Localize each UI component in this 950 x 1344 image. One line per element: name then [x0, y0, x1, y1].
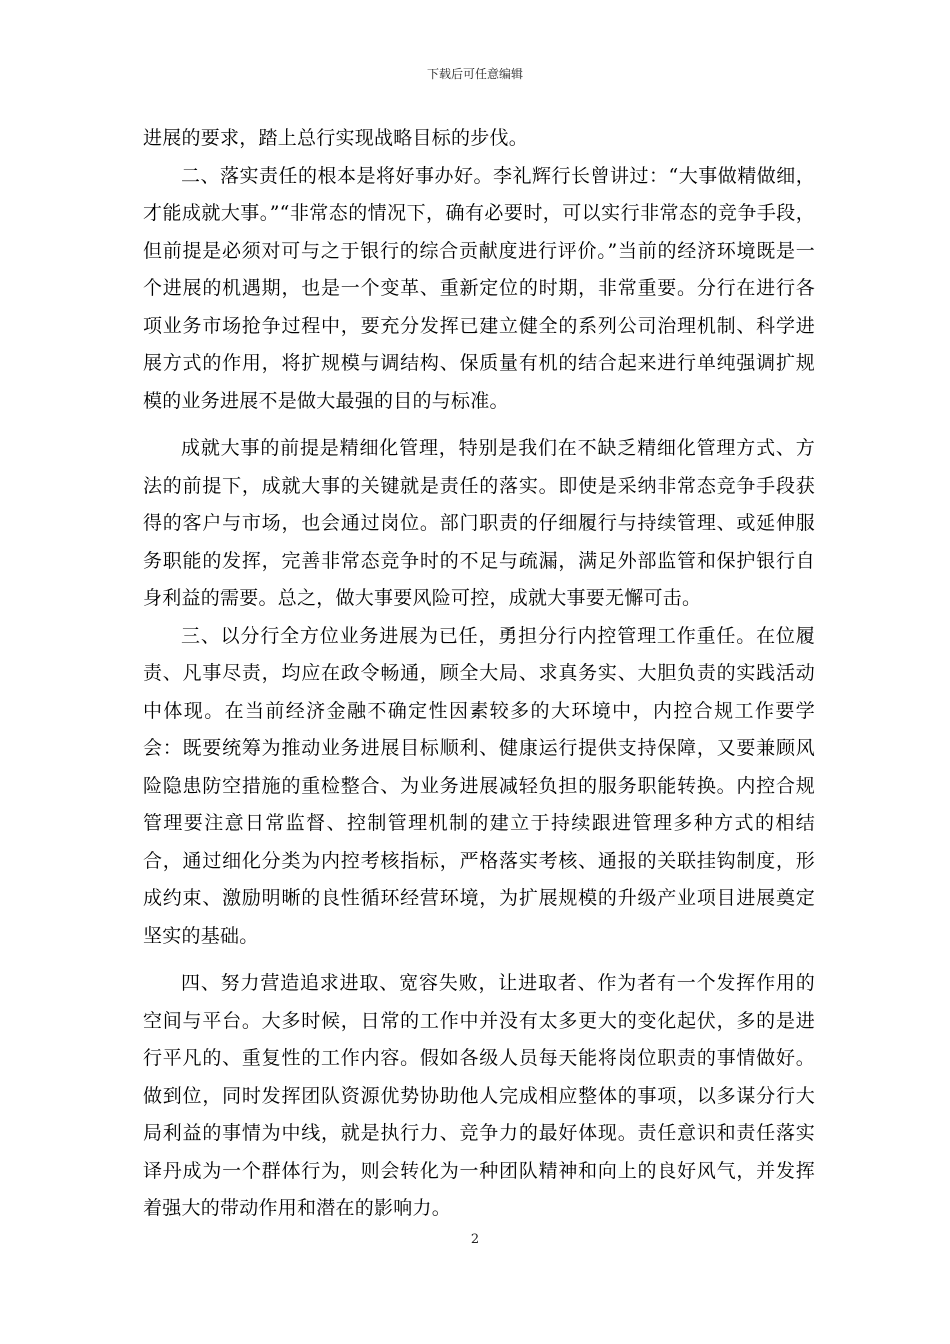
paragraph-continuation: 进展的要求，踏上总行实现战略目标的步伐。	[143, 127, 529, 149]
document-body	[143, 120, 815, 1228]
page-number: 2	[470, 1232, 480, 1247]
page-header: 下载后可任意编辑	[426, 67, 523, 81]
paragraph-section-3: 三、以分行全方位业务进展为已任，勇担分行内控管理工作重任。在位履责、凡事尽责，均应在政令畅通，顾全大局、求真务实、大胆负责的实践活动中体现。在当前经济金融不确定性因素较多的大环境中，内控合规工作要学会：既要统筹为推动业务进展目标顺利、健康运行提供支持保障，又要兼顾风险隐患防空措施的重检整合、为业务进展减轻负担的服务职能转换。内控合规管理要注意日常监督、控制管理机制的建立于持续跟进管理多种方式的相结合，通过细化分类为内控考核指标，严格落实考核、通报的关联挂钩制度，形成约束、激励明晰的良性循环经营环境，为扩展规模的升级产业项目进展奠定坚实的基础。	[143, 624, 815, 947]
paragraph-refined-management: 成就大事的前提是精细化管理，特别是我们在不缺乏精细化管理方式、方法的前提下，成就大事的关键就是责任的落实。即使是采纳非常态竞争手段获得的客户与市场，也会通过岗位。部门职责的仔细履行与持续管理、或延伸服务职能的发挥，完善非常态竞争时的不足与疏漏，满足外部监管和保护银行自身利益的需要。总之，做大事要风险可控，成就大事要无懈可击。	[143, 437, 815, 609]
paragraph-section-2: 二、落实责任的根本是将好事办好。李礼辉行长曾讲过：“大事做精做细，才能成就大事。”“非常态的情况下，确有必要时，可以实行非常态的竞争手段，但前提是必须对可与之于银行的综合贡献度进行评价。”当前的经济环境既是一个进展的机遇期，也是一个变革、重新定位的时期，非常重要。分行在进行各项业务市场抢争过程中，要充分发挥已建立健全的系列公司治理机制、科学进展方式的作用，将扩规模与调结构、保质量有机的结合起来进行单纯强调扩规模的业务进展不是做大最强的目的与标准。	[143, 164, 815, 412]
paragraph-section-4: 四、努力营造追求进取、宽容失败，让进取者、作为者有一个发挥作用的空间与平台。大多时候，日常的工作中并没有太多更大的变化起伏，多的是进行平凡的、重复性的工作内容。假如各级人员每天能将岗位职责的事情做好。做到位，同时发挥团队资源优势协助他人完成相应整体的事项，以多谋分行大局利益的事情为中线，就是执行力、竞争力的最好体现。责任意识和责任落实译丹成为一个群体行为，则会转化为一种团队精神和向上的良好风气，并发挥着强大的带动作用和潜在的影响力。	[143, 972, 815, 1219]
